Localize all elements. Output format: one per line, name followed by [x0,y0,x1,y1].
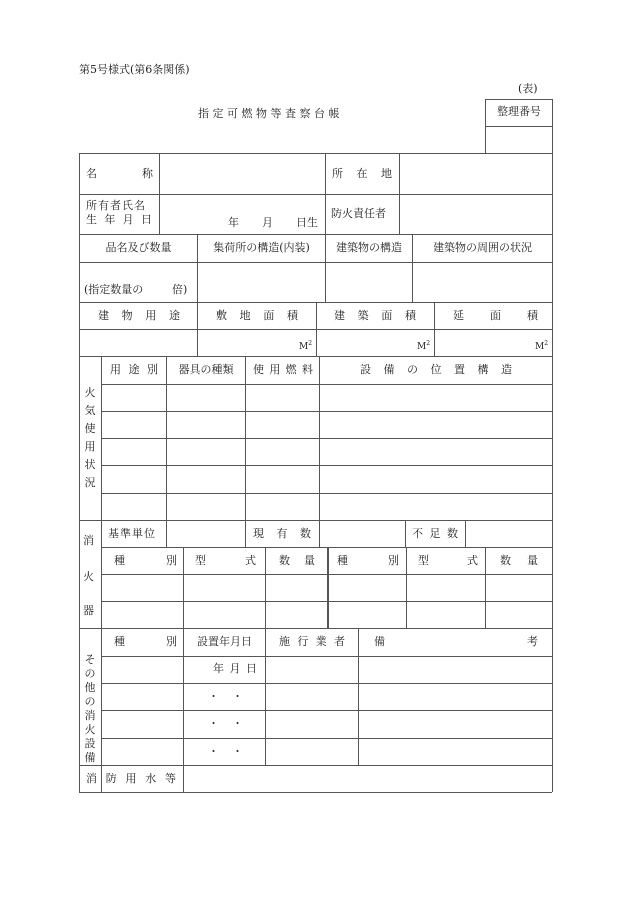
ext-header-type-2: 種 別 [337,554,399,567]
date-separator: ・ [232,745,243,758]
fire-appliance-field[interactable] [167,494,245,520]
storage-header-item: 品名及び数量 [105,241,172,254]
location-field[interactable] [400,154,552,194]
site-area-unit: $M^2$ [299,340,313,352]
other-install-date-field[interactable] [184,711,265,738]
date-separator: ・ [232,690,243,703]
birth-day-label: 日生 [296,216,318,229]
fire-use-side-label: 火気使用状況 [84,386,96,489]
standard-unit-field[interactable] [167,521,245,547]
fire-location-field[interactable] [320,494,552,520]
fire-use-header-purpose: 用 途 別 [110,363,158,376]
building-use-field[interactable] [80,330,197,356]
other-install-date-field[interactable] [184,739,265,765]
ext-qty-field[interactable] [486,575,551,601]
building-area-unit: $M^2$ [417,340,431,352]
date-separator: ・ [208,745,219,758]
other-remarks-field[interactable] [359,711,552,738]
ext-qty-field[interactable] [266,602,326,628]
total-floor-area-label: 延 面 積 [453,309,538,322]
storage-header-building: 建築物の構造 [336,241,402,254]
shortage-field[interactable] [466,521,552,547]
reference-number-field[interactable] [486,127,552,153]
other-contractor-field[interactable] [266,684,358,710]
other-type-field[interactable] [102,657,183,683]
other-header-remarks: 備 考 [374,635,538,648]
ext-header-qty-1: 数 量 [279,554,315,567]
building-use-label: 建 物 用 途 [98,309,180,322]
birth-year-label: 年 [228,216,239,229]
other-type-field[interactable] [102,739,183,765]
fire-water-label: 消 防 用 水 等 [86,772,176,785]
shortage-label: 不 足 数 [412,527,458,540]
fire-location-field[interactable] [320,466,552,493]
other-type-field[interactable] [102,684,183,710]
extinguisher-side-1: 消 [83,534,94,547]
fire-fuel-field[interactable] [246,412,319,438]
fire-fuel-field[interactable] [246,494,319,520]
item-quantity-field[interactable] [80,263,197,302]
storage-header-structure: 集荷所の構造(内装) [213,241,310,254]
birthdate-label: 生 年 月 日 [86,213,152,226]
current-count-field[interactable] [320,521,405,547]
fire-manager-field[interactable] [400,195,552,234]
other-install-date-field[interactable] [184,684,265,710]
fire-manager-label: 防火責任者 [331,207,386,220]
page-title: 指 定 可 燃 物 等 査 察 台 帳 [198,107,340,120]
extinguisher-side-3: 器 [83,604,94,617]
fire-fuel-field[interactable] [246,439,319,465]
date-separator: ・ [208,717,219,730]
standard-unit-label: 基準単位 [108,527,156,540]
location-label: 所 在 地 [332,167,392,180]
ext-type-field[interactable] [102,602,182,628]
fire-use-header-fuel: 使 用 燃 料 [253,363,313,376]
fire-purpose-field[interactable] [102,439,166,465]
fire-use-header-location: 設 備 の 位 置 構 造 [360,363,512,376]
surroundings-field[interactable] [413,263,552,302]
building-area-label: 建 築 面 積 [334,309,416,322]
install-date-units: 年 月 日 [213,662,257,675]
site-area-label: 敷 地 面 積 [216,309,298,322]
ext-header-type-1: 種 別 [114,554,177,567]
ext-header-model-1: 型 式 [195,554,256,567]
date-separator: ・ [208,690,219,703]
other-contractor-field[interactable] [266,711,358,738]
ext-header-model-2: 型 式 [418,554,478,567]
fire-appliance-field[interactable] [167,466,245,493]
fire-fuel-field[interactable] [246,466,319,493]
fire-appliance-field[interactable] [167,412,245,438]
ext-header-qty-2: 数 量 [500,554,538,567]
fire-appliance-field[interactable] [167,385,245,411]
other-remarks-field[interactable] [359,684,552,710]
fire-location-field[interactable] [320,385,552,411]
ext-type-field[interactable] [328,602,405,628]
ext-type-field[interactable] [102,575,182,601]
fire-purpose-field[interactable] [102,466,166,493]
other-contractor-field[interactable] [266,739,358,765]
total-floor-area-unit: $M^2$ [535,340,549,352]
other-header-type: 種 別 [114,635,177,648]
fire-appliance-field[interactable] [167,439,245,465]
other-header-install-date: 設置年月日 [197,635,252,648]
ext-qty-field[interactable] [266,575,326,601]
ext-model-field[interactable] [184,575,264,601]
reference-number-label: 整理番号 [497,105,541,118]
quantity-note-prefix: (指定数量の [84,283,144,296]
other-equipment-side-label: その他の消火設備 [84,653,96,764]
ext-model-field[interactable] [407,602,484,628]
name-field[interactable] [160,154,325,194]
owner-label: 所有者氏名 [86,199,146,212]
ext-qty-field[interactable] [486,602,551,628]
building-structure-field[interactable] [326,263,412,302]
quantity-note-suffix: 倍) [172,283,188,296]
name-label: 名 称 [86,167,153,180]
form-number: 第5号様式(第6条関係) [79,63,190,76]
other-remarks-field[interactable] [359,657,552,683]
fire-purpose-field[interactable] [102,385,166,411]
other-contractor-field[interactable] [266,657,358,683]
storage-structure-field[interactable] [198,263,325,302]
other-header-contractor: 施 行 業 者 [279,635,345,648]
other-type-field[interactable] [102,711,183,738]
fire-location-field[interactable] [320,412,552,438]
fire-fuel-field[interactable] [246,385,319,411]
date-separator: ・ [232,717,243,730]
storage-header-surroundings: 建築物の周囲の状況 [433,241,532,254]
other-remarks-field[interactable] [359,739,552,765]
ext-type-field[interactable] [328,575,405,601]
fire-location-field[interactable] [320,439,552,465]
fire-purpose-field[interactable] [102,412,166,438]
fire-use-header-appliance: 器具の種類 [178,363,234,376]
fire-purpose-field[interactable] [102,494,166,520]
extinguisher-side-2: 火 [83,570,94,583]
ext-model-field[interactable] [184,602,264,628]
side-label: (表) [518,82,538,95]
fire-water-field[interactable] [184,766,552,792]
birth-month-label: 月 [262,216,273,229]
current-count-label: 現 有 数 [253,527,311,540]
ext-model-field[interactable] [407,575,484,601]
